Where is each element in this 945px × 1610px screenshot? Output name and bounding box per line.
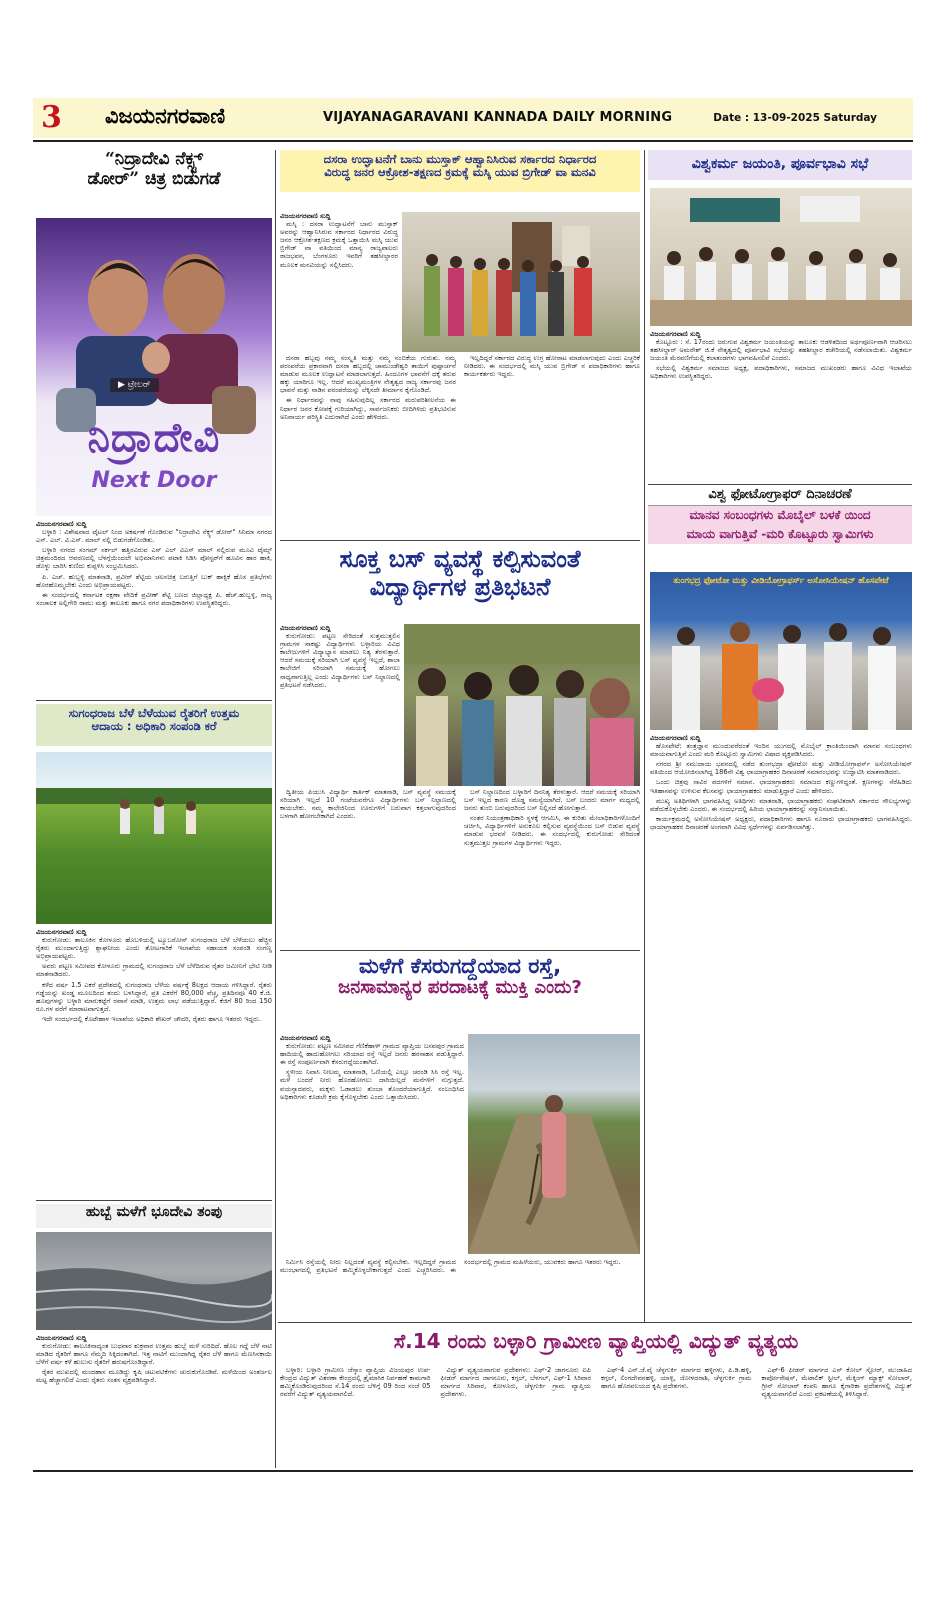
sugandha-body	[36, 928, 272, 1196]
photography-headline-line-1: ವಿಶ್ವ ಫೋಟೋಗ್ರಾಫರ್ ದಿನಾಚರಣೆ	[648, 488, 912, 506]
dasara-photo-details	[402, 212, 640, 352]
film-paragraph: ಈ ಸಂದರ್ಭದಲ್ಲಿ ಕರ್ನಾಟಕ ರಕ್ಷಣಾ ವೇದಿಕೆ ಪ್ರವೀಣ್ ಶೆಟ್ಟಿ ಬಣದ ಜಿಲ್ಲಾಧ್ಯಕ್ಷ ಪಿ. ಹೆಚ್.ಹುಬ್ಬಳ್ಳಿ, ರಾಜ್ಯ ಸಂಚಾಲಕ ಅಲ್ಲಿಗೇರಿ ರಾಮು ಮತ್ತು ತಾಲೂಕು ಹಾಗೂ ನಗರ ಪದಾಧಿಕಾರಿಗಳು ಉಪಸ್ಥಿತರಿದ್ದರು.	[36, 590, 272, 607]
photography-event-photo	[650, 572, 912, 730]
power-headline: ಸೆ.14 ರಂದು ಬಳ್ಳಾರಿ ಗ್ರಾಮೀಣ ವ್ಯಾಪ್ತಿಯಲ್ಲಿ ವಿದ್ಯುತ್ ವ್ಯತ್ಯಯ	[393, 1329, 799, 1353]
sugandha-headline-line-1: ಸುಗಂಧರಾಜ ಬೆಳೆ ಬೆಳೆಯುವ ರೈತರಿಗೆ ಉತ್ತಮ	[68, 706, 240, 720]
vishwakarma-paragraph: ಕೊಟ್ಟೂರು : ಸೆ. 17ರಂದು ಜರುಗುವ ವಿಶ್ವಕರ್ಮ ಜಯಂತಿಯನ್ನು ತಾಲೂಕು ಆಡಳಿತದಿಂದ ಅರ್ಥಪೂರ್ಣವಾಗಿ ಆಚರಿಸಲು ತಹಸೀಲ್ದಾರ್ ಅಮರೇಶ್ ಜಿ.ಕೆ ನೇತೃತ್ವದಲ್ಲಿ ಪೂರ್ವಭಾವಿ ಸಭೆಯನ್ನು ತಹಶೀಲ್ದಾರ ಕಚೇರಿಯಲ್ಲಿ ನಡೆಸಲಾಯಿತು. ವಿಶ್ವಕರ್ಮ ಜಯಂತಿ ಮೆರವಣಿಗೆಯಲ್ಲಿ ಕಲಾತಂಡಗಳು ಭಾಗವಹಿಸಲಿವೆ ಎಂದರು.	[650, 338, 912, 363]
road-paragraph: ನಿರ್ಮಿಸಿ ರಸ್ತೆಯಲ್ಲಿ ನೀರು ನಿಲ್ಲದಂತೆ ವ್ಯವಸ್ಥೆ ಕಲ್ಪಿಸಬೇಕು. ಇಲ್ಲದಿದ್ದರೆ ಗ್ರಾಮದ ಮುಂಭಾಗದಲ್ಲಿ ಪ್ರತಿಭಟನೆ ಹಮ್ಮಿಕೊಳ್ಳಬೇಕಾಗುತ್ತದೆ ಎಂದು ಎಚ್ಚರಿಸಿದರು. ಈ ಸಂದರ್ಭದಲ್ಲಿ ಗ್ರಾಮದ ಮಹಿಳೆಯರು, ಯುವಕರು ಹಾಗೂ ಇತರರು ಇದ್ದರು.	[280, 1258, 621, 1275]
photography-paragraph: ಮುಖ್ಯ ಅತಿಥಿಗಳಾಗಿ ಭಾಗವಹಿಸಿದ್ದ ಅತಿಥಿಗಳು ಮಾತನಾಡಿ, ಛಾಯಾಗ್ರಾಹಕರು ಸಂಘಟಿತರಾಗಿ ಸರ್ಕಾರದ ಸೌಲಭ್ಯಗಳನ್ನು ಪಡೆದುಕೊಳ್ಳಬೇಕು ಎಂದರು. ಈ ಸಂದರ್ಭದಲ್ಲಿ ಹಿರಿಯ ಛಾಯಾಗ್ರಾಹಕರನ್ನು ಸನ್ಮಾನಿಸಲಾಯಿತು.	[650, 796, 912, 813]
dasara-body-part-3	[464, 354, 640, 536]
photography-headline-line-3: ಮಾಯ ವಾಗುತ್ತಿವೆ -ಮರಿ ಕೊಟ್ಟೂರು ಸ್ವಾಮಿಗಳು	[648, 526, 912, 544]
dasara-body-part-2	[280, 354, 456, 536]
power-body	[280, 1366, 912, 1466]
tuberose-field-photo	[36, 752, 272, 924]
dasara-body-part-1	[280, 212, 398, 352]
poster-title: ನಿದ್ರಾದೇವಿ	[87, 414, 221, 461]
trailer-button[interactable]: ▶ ಟ್ರೇಲರ್	[110, 378, 159, 392]
bus-body-part-1	[280, 624, 400, 786]
photography-headline	[648, 488, 912, 566]
film-headline	[36, 150, 272, 208]
dasara-paragraph: ಈ ನಿರ್ಧಾರವನ್ನು ನಾವು ಸಹಿಸುವುದಿಲ್ಲ ಸರ್ಕಾರದ ಮರುಪರಿಶೀಲನೆಯ ಈ ನಿರ್ಧಾರ ಜನರ ಕೋಪಕ್ಕೆ ಗುರಿಯಾಗಿದ್ದು, ಸಾರ್ವಜನಿಕರು ಬೀದಿಗಿಳಿದು ಪ್ರತಿಭಟಿಸುವ ಅನಿವಾರ್ಯ ಪರಿಸ್ಥಿತಿ ಎದುರಾಗಿದೆ ಎಂದು ಹೇಳಿದರು.	[280, 396, 456, 421]
meeting-photo-details	[650, 188, 912, 326]
road-headline	[280, 954, 640, 1020]
film-poster-image	[36, 218, 272, 516]
film-headline-line-2: ಡೋರ್” ಚಿತ್ರ ಬಿಡುಗಡೆ	[87, 168, 221, 189]
dasara-byline: ವಿಜಯನಗರವಾಣಿ ಸುದ್ದಿ	[280, 212, 331, 220]
students-protest-photo	[404, 624, 640, 786]
sugandha-paragraph: ಅವರು ಪಟ್ಟಣ ಸಮೀಪದ ಕೋಳೂರು ಗ್ರಾಮದಲ್ಲಿ ಸುಗಂಧರಾಜ ಬೆಳೆ ಬೆಳೆದಿರುವ ರೈತರ ಜಮೀನಿಗೆ ಭೇಟಿ ನೀಡಿ ಮಾತನಾಡಿದರು.	[36, 962, 272, 979]
page-number: 3	[41, 100, 62, 135]
road-body-part-2	[280, 1258, 640, 1318]
newspaper-title-kannada: ವಿಜಯನಗರವಾಣಿ	[105, 104, 226, 128]
article-separator	[36, 700, 272, 701]
hubbe-body	[36, 1334, 272, 1464]
hubbe-headline: ಹುಬ್ಬೆ ಮಳೆಗೆ ಭೂದೇವಿ ತಂಪು	[36, 1204, 272, 1228]
article-separator	[648, 484, 912, 485]
dasara-memorandum-photo	[402, 212, 640, 352]
bus-body-part-3	[464, 788, 640, 946]
dasara-headline-line-2: ವಿರುದ್ಧ ಜನರ ಆಕ್ರೋಶ-ತಕ್ಷಣದ ಕ್ರಮಕ್ಕೆ ಮಸ್ಕಿ ಯುವ ಬ್ರಿಗೇಡ್ ವಾ ಮನವಿ	[324, 165, 596, 180]
photography-paragraph: ಕಾರ್ಯಕ್ರಮದಲ್ಲಿ ಅಸೋಸಿಯೇಷನ್ ಅಧ್ಯಕ್ಷರು, ಪದಾಧಿಕಾರಿಗಳು ಹಾಗೂ ನೂರಾರು ಛಾಯಾಗ್ರಾಹಕರು ಭಾಗವಹಿಸಿದ್ದರು. ಛಾಯಾಗ್ರಾಹಕರ ದಿನಾಚರಣೆ ಅಂಗವಾಗಿ ವಿವಿಧ ಸ್ಪರ್ಧೆಗಳನ್ನು ಏರ್ಪಡಿಸಲಾಗಿತ್ತು.	[650, 814, 912, 831]
article-separator	[280, 950, 640, 951]
dasara-headline-line-1: ದಸರಾ ಉದ್ಘಾಟನೆಗೆ ಬಾನು ಮುಸ್ತಾಕ್ ಆಹ್ವಾನಿಸಿರುವ ಸರ್ಕಾರದ ನಿರ್ಧಾರದ	[323, 152, 597, 166]
article-separator	[36, 1200, 272, 1201]
bus-paragraph: ನಂತರ ನಿಯಂತ್ರಣಾಧಿಕಾರಿ ಸ್ಥಳಕ್ಕೆ ಆಗಮಿಸಿ, ಈ ಕುರಿತು ಮೇಲಾಧಿಕಾರಿಗಳೊಂದಿಗೆ ಚರ್ಚಿಸಿ, ವಿದ್ಯಾರ್ಥಿಗಳಿಗೆ ಅನುಕೂಲ ಕಲ್ಪಿಸುವ ವ್ಯವಸ್ಥೆಯಿಂದ ಬಸ್ ಬಿಡುವ ವ್ಯವಸ್ಥೆ ಮಾಡುವ ಭರವಸೆ ನೀಡಿದರು. ಈ ಸಂದರ್ಭದಲ್ಲಿ ಕುರುಗೋಡು ಸೇರಿದಂತೆ ಸುತ್ತಮುತ್ತಲ ಗ್ರಾಮಗಳ ವಿದ್ಯಾರ್ಥಿಗಳು ಇದ್ದರು.	[464, 814, 640, 847]
dasara-headline	[280, 150, 640, 192]
dasara-paragraph: ಮಸ್ಕಿ : ದಸರಾ ಉದ್ಘಾಟನೆಗೆ ಬಾನು ಮುಸ್ತಾಕ್ ಅವರನ್ನು ಆಹ್ವಾನಿಸಿರುವ ಸರ್ಕಾರದ ನಿರ್ಧಾರದ ವಿರುದ್ಧ ಜನರ ಆಕ್ರೋಶ-ತಕ್ಷಣದ ಕ್ರಮಕ್ಕೆ ಒತ್ತಾಯಿಸಿ ಮಸ್ಕಿ ಯುವ ಬ್ರಿಗೇಡ್ ವಾ ವತಿಯಿಂದ ಮಾನ್ಯ ರಾಜ್ಯಪಾಲರು ರಾಜಭವನ, ಬೆಂಗಳೂರು ಇವರಿಗೆ ತಹಸೀಲ್ದಾರರ ಮೂಲಕ ಮನವಿಯನ್ನು ಸಲ್ಲಿಸಿದರು.	[280, 220, 398, 269]
film-paragraph: ಬಳ್ಳಾರಿ : ವಿಶೇಷವಾದ ಟೈಟಲ್ ನಿಂದ ಅಕರ್ಷಣೆ ಗೊಂಡಿರುವ "ನಿದ್ರಾದೇವಿ ನೆಕ್ಸ್ಟ್ ಡೋರ್" ಸಿನಿಮಾ ನಗರದ ಎಸ್. ಎಲ್. ವಿ.ಎಸ್. ಮಾಲ್ ನಲ್ಲಿ ಬಿಡುಗಡೆಗೊಂಡಿತು.	[36, 528, 272, 545]
bus-paragraph: ಕುರುಗೋಡು: ಪಟ್ಟಣ ಸೇರಿದಂತೆ ಸುತ್ತಮುತ್ತಲಿನ ಗ್ರಾಮಗಳ ಸಾಕಷ್ಟು ವಿದ್ಯಾರ್ಥಿಗಳು ಬಳ್ಳಾರಿಯ ವಿವಿಧ ಕಾಲೇಜುಗಳಿಗೆ ವಿದ್ಯಾಭ್ಯಾಸ ಮಾಡಲು ನಿತ್ಯ ತೆರಳುತ್ತಾರೆ. ಆದರೆ ಸಮಯಕ್ಕೆ ಸರಿಯಾಗಿ ಬಸ್ ವ್ಯವಸ್ಥೆ ಇಲ್ಲದೆ, ಶಾಲಾ ಕಾಲೇಜಿಗೆ ಸರಿಯಾಗಿ ಸಮಯಕ್ಕೆ ಹೋಗಲು ಸಾಧ್ಯವಾಗುತ್ತಿಲ್ಲ ಎಂದು ವಿದ್ಯಾರ್ಥಿಗಳು ಬಸ್ ನಿಲ್ದಾಣದಲ್ಲಿ ಪ್ರತಿಭಟನೆ ನಡೆಸಿದರು.	[280, 632, 400, 689]
sugandha-paragraph: ಇದೇ ಸಂದರ್ಭದಲ್ಲಿ ಕೊಟೇಹಾಳ ಇಲಾಖೆಯ ಅಧಿಕಾರಿ ಶೇಖರ್ ಚೌದರಿ, ರೈತರು ಹಾಗೂ ಇತರರು ಇದ್ದರು.	[42, 1014, 261, 1023]
masthead	[33, 98, 913, 138]
road-paragraph: ಕುರುಗೋಡು: ಪಟ್ಟಣ ಸಮೀಪದ ಗೆಣಿಕೆಹಾಳ್ ಗ್ರಾಮದ ವ್ಯಾಪ್ತಿಯ ಬಸವಪುರ ಗ್ರಾಮದ ಹಾದಿಯಲ್ಲಿ ಹಾದುಹೋಗಲು ಸರಿಯಾದ ರಸ್ತೆ ಇಲ್ಲದೆ ಜನರು ಹರಸಾಹಸ ಪಡುತ್ತಿದ್ದಾರೆ. ಈ ರಸ್ತೆ ಸಂಪೂರ್ಣವಾಗಿ ಕೆಸರುಗದ್ದೆಯಂತಾಗಿದೆ.	[280, 1042, 464, 1067]
photography-headline-line-2: ಮಾನವ ಸಂಬಂಧಗಳು ಮೊಬೈಲ್ ಬಳಕೆ ಯಿಂದ	[648, 506, 912, 526]
field-details	[36, 752, 272, 924]
power-paragraph: ಬಳ್ಳಾರಿ: ಬಳ್ಳಾರಿ ಗ್ರಾಮೀಣ ಜೆಸ್ಕಾಂ ವ್ಯಾಪ್ತಿಯ ವಿಜಯಪುರ ಉಪ-ಕೇಂದ್ರದ ವಿದ್ಯುತ್ ವಿತರಣಾ ಕೇಂದ್ರದಲ್ಲಿ ತ್ರೈಮಾಸಿಕ ನಿರ್ವಹಣೆ ಕಾಮಗಾರಿ ಹಮ್ಮಿಕೊಂಡಿರುವುದರಿಂದ ಸೆ.14 ರಂದು ಬೆಳಿಗ್ಗೆ 09 ರಿಂದ ಸಂಜೆ 05 ರವರೆಗೆ ವಿದ್ಯುತ್ ವ್ಯತ್ಯಯವಾಗಲಿದೆ.	[280, 1366, 431, 1399]
bus-byline: ವಿಜಯನಗರವಾಣಿ ಸುದ್ದಿ	[280, 624, 331, 632]
poster-subtitle: Next Door	[91, 468, 217, 493]
article-separator	[280, 540, 640, 541]
power-paragraph: ಎಫ್-6 ಫೀಡರ್ ಮಾರ್ಗದ ಎಸ್ ಕೋಲ್ ಸ್ಟೋರ್, ಮುಜಾಹಿದ ಕಾರ್ಪೋರೇಷನ್, ಮೆಟಾಲಿಕ್ ಸ್ಟೀಲ್, ಮೆಕ್ಕಿಂಗ್ ಮ್ಯಾಕ್ಸ್ ಸೋಲಾರ್, ಗ್ರೀನ್ ಸೋಲಾರ್ ಕಂಪನಿ ಹಾಗೂ ಕೈಗಾರಿಕಾ ಪ್ರದೇಶಗಳಲ್ಲಿ ವಿದ್ಯುತ್ ವ್ಯತ್ಯಯವಾಗಲಿದೆ ಎಂದು ಪ್ರಕಟಣೆಯಲ್ಲಿ ತಿಳಿಸಿದ್ದಾರೆ.	[761, 1366, 912, 1399]
column-divider	[644, 150, 645, 1322]
hubbe-paragraph: ರೈತರ ಮುಖದಲ್ಲಿ ಮಂದಹಾಸ ಮೂಡಿದ್ದು ಕೃಷಿ ಚಟುವಟಿಕೆಗಳು ಚುರುಕುಗೊಂಡಿವೆ. ಮಳೆಯಿಂದ ಅಂತರ್ಜಲ ಮಟ್ಟ ಹೆಚ್ಚಾಗಲಿದೆ ಎಂದು ರೈತರು ಸಂತಸ ವ್ಯಕ್ತಪಡಿಸಿದ್ದಾರೆ.	[36, 1368, 272, 1385]
photography-paragraph: ಹೊಸಪೇಟೆ: ತಂತ್ರಜ್ಞಾನ ಮುಂದುವರೆದಂತೆ ಇಂದಿನ ಯುಗದಲ್ಲಿ ಮೊಬೈಲ್ ಕ್ರಾಂತಿಯಿಂದಾಗಿ ಮಾನವ ಸಂಬಂಧಗಳು ಮಾಯವಾಗುತ್ತಿವೆ ಎಂದು ಮರಿ ಕೊಟ್ಟೂರು ಸ್ವಾಮಿಗಳು ವಿಷಾದ ವ್ಯಕ್ತಪಡಿಸಿದರು.	[650, 742, 912, 759]
dasara-paragraph: ದಸರಾ ಹಬ್ಬವು ನಮ್ಮ ಸಂಸ್ಕೃತಿ ಮತ್ತು ನಮ್ಮ ನಂಬಿಕೆಯ ಗುರುತು. ನಮ್ಮ ಪರಂಪರೆಯ ಪ್ರಕಾರವಾಗಿ ದಸರಾ ಹಬ್ಬದಲ್ಲಿ ಚಾಮುಂಡೇಶ್ವರಿ ತಾಯಿಗೆ ಪುಷ್ಪಾರ್ಚನೆ ಮಾಡುವ ಮೂಲಕ ಉದ್ಘಾಟನೆ ಮಾಡಲಾಗುತ್ತದೆ. ಹಿಂದೂಗಳ ಭಾವನೆಗೆ ಧಕ್ಕೆ ತರುವ ಹಕ್ಕು ಯಾರಿಗೂ ಇಲ್ಲ. ಆದರೆ ಮುಖ್ಯಮಂತ್ರಿಗಳ ನೇತೃತ್ವದ ರಾಜ್ಯ ಸರ್ಕಾರವು ಜನರ ಭಾವನೆ ಮತ್ತು ನಾಡಿನ ಪರಂಪರೆಯನ್ನು ಲೆಕ್ಕಿಸದೇ ತೀರ್ಮಾನ ಕೈಗೊಂಡಿದೆ.	[280, 354, 456, 395]
rain-field-details	[36, 1232, 272, 1330]
bus-paragraph: ದ್ವಿತೀಯ ಪಿಯುಸಿ ವಿದ್ಯಾರ್ಥಿ ಕಾರ್ತಿಕ್ ಮಾತನಾಡಿ, ಬಸ್ ವ್ಯವಸ್ಥೆ ಸಮಯಕ್ಕೆ ಸರಿಯಾಗಿ ಇಲ್ಲದೆ 10 ಗಂಟೆಯವರೆಗೂ ವಿದ್ಯಾರ್ಥಿಗಳು ಬಸ್ ನಿಲ್ದಾಣದಲ್ಲಿ ಕಾಯಬೇಕು. ನಮ್ಮ ಕಾಲೇಜಿನಿಂದ ಊರುಗಳಿಗೆ ಬರುವಾಗ ಕತ್ತಲಾಗುವುದರಿಂದ ಬಳಗಾಗಿ ಹೋಗಬೇಕಾಗಿದೆ ಎಂದರು.	[280, 788, 456, 821]
vishwakarma-paragraph: ಸಭೆಯಲ್ಲಿ ವಿಶ್ವಕರ್ಮ ಸಮಾಜದ ಅಧ್ಯಕ್ಷ, ಪದಾಧಿಕಾರಿಗಳು, ಸಮಾಜದ ಮುಖಂಡರು ಹಾಗೂ ವಿವಿಧ ಇಲಾಖೆಯ ಅಧಿಕಾರಿಗಳು ಉಪಸ್ಥಿತರಿದ್ದರು.	[650, 364, 912, 381]
bus-paragraph: ಬಸ್ ನಿಲ್ದಾಣದಿಂದ ಬಳ್ಳಾರಿಗೆ ದಿನನಿತ್ಯ ತೆರಳುತ್ತಾರೆ. ಆದರೆ ಸಮಯಕ್ಕೆ ಸರಿಯಾಗಿ ಬಸ್ ಇಲ್ಲದ ಕಾರಣ ದೊಡ್ಡ ಸಮಸ್ಯೆಯಾಗಿದೆ. ಬಸ್ ಬಂದರು ಮಾರ್ಗ ಮಧ್ಯದಲ್ಲಿ ಜನರು ತುಂಬಿ ಬರುವುದರಿಂದ ಬಸ್ ನಿಲ್ಲಿಸದೆ ಹೋಗುತ್ತಾರೆ.	[464, 788, 640, 813]
vishwakarma-body	[650, 330, 912, 480]
bus-headline-line-1: ಸೂಕ್ತ ಬಸ್ ವ್ಯವಸ್ಥೆ ಕಲ್ಪಿಸುವಂತೆ	[339, 546, 581, 573]
sugandha-paragraph: ಕುರುಗೋಡು: ತಾಲೂಕಿನ ಕೋಳೂರು ಹೊಬಳಿಯಲ್ಲಿ ಟ್ಯೂಬರೋಸ್ ಸುಗಂಧರಾಜ ಬೆಳೆ ಬೆಳೆಯಲು ಹೆಚ್ಚಿನ ರೈತರು ಮುಂದಾಗುತ್ತಿದ್ದು ಶ್ಲಾಘನೀಯ ಎಂದು ತೋಟಗಾರಿಕೆ ಇಲಾಖೆಯ ಸಹಾಯಕ ಸಂಪಂಡಿ ಸಂಗಣ್ಣ ಅಭಿಪ್ರಾಯಪಟ್ಟರು.	[36, 936, 272, 961]
photography-paragraph: ನಗರದ ಶ್ರೀ ಸಮುದಾಯ ಭವನದಲ್ಲಿ ನಡೆದ ತುಂಗಭದ್ರಾ ಫೋಟೋ ಮತ್ತು ವೀಡಿಯೋಗ್ರಾಫರ್ಸ್ ಅಸೋಸಿಯೇಷನ್ ವತಿಯಿಂದ ಆಯೋಜಿಸಲಾಗಿದ್ದ 186ನೇ ವಿಶ್ವ ಛಾಯಾಗ್ರಾಹಕರ ದಿನಾಚರಣೆ ಸಮಾರಂಭವನ್ನು ಉದ್ಘಾಟಿಸಿ ಮಾತನಾಡಿದರು.	[650, 760, 912, 777]
muddy-road-photo	[468, 1034, 640, 1254]
road-photo-details	[468, 1034, 640, 1254]
hubbe-byline: ವಿಜಯನಗರವಾಣಿ ಸುದ್ದಿ	[36, 1334, 87, 1342]
power-paragraph: ವಿದ್ಯುತ್ ವ್ಯತ್ಯಯವಾಗುವ ಪ್ರದೇಶಗಳು: ಎಫ್-2 ಜಾಗನೂರು ಐಪಿ ಫೀಡರ್ ಮಾರ್ಗದ ಜಾಗನೂರು, ಕಗ್ಗಲ್, ಬೆಳಗಲ್, ಎಫ್-1 ಸಿರಿವಾರ ಮಾರ್ಗದ ಸಿರಿವಾರ, ಕೋಳೂರು, ಚೆಳ್ಳಗುರ್ಕಿ ಗ್ರಾಮ ವ್ಯಾಪ್ತಿಯ ಪ್ರದೇಶಗಳು.	[440, 1366, 591, 1399]
newspaper-title-english: VIJAYANAGARAVANI KANNADA DAILY MORNING	[323, 110, 673, 125]
sugandha-headline-line-2: ಆದಾಯ : ಅಧಿಕಾರಿ ಸಂಪಂಡಿ ಕರೆ	[91, 719, 217, 734]
film-paragraph: ಪಿ. ಎಚ್. ಹುಬ್ಬಳ್ಳಿ ಮಾತನಾಡಿ, ಪ್ರವೀರ್ ಶೆಟ್ಟಿಯ ಚಲನಚಿತ್ರ ಬರುತ್ತಿಗೆ ಬುಕ್ ಹಾಕ್ಸಿಕೆ ಹೊಸ ಪ್ರತಿಭೆಗಳು ಹೊರಹೊಮ್ಮಬೇಕು ಎಂದು ಅಭಿಪ್ರಾಯಪಟ್ಟರು.	[36, 572, 272, 589]
film-paragraph: ಬಳ್ಳಾರಿ ನಗರದ ಸಂಗಮ್ ಸರ್ಕಲ್ ಹತ್ತಿರವಿರುವ ಎಸ್ ಎಲ್ ವಿಎಸ್ ಮಾಲ್ ನಲ್ಲಿರುವ ಮೂವಿ ಟೈಮ್ಸ್ ಚಿತ್ರಮಂದಿರದ ಆವರಣದಲ್ಲಿ ಬೆಳಗ್ಗೆಯಿಂದಲೇ ಅಭಿಮಾನಿಗಳು ಪಟಾಕಿ ಸಿಡಿಸಿ ಪೋಸ್ಟರ್‌ಗೆ ಹೂವಿನ ಹಾರ ಹಾಕಿ, ಡೊಳ್ಳು ಬಾರಿಸಿ ಕುಣಿದು ಕುಪ್ಪಳಿಸಿ ಸಂಭ್ರಮಿಸಿದರು.	[36, 546, 272, 571]
road-byline: ವಿಜಯನಗರವಾಣಿ ಸುದ್ದಿ	[280, 1034, 331, 1042]
road-body-part-1	[280, 1034, 464, 1254]
power-paragraph: ಎಫ್-4 ಎನ್.ಜೆ.ವೈ ಚೆಳ್ಳಗುರ್ಕಿ ಮಾರ್ಗದ ಹಳ್ಳಿಗಳು, ಪಿ.ಡಿ.ಹಳ್ಳಿ, ಕಗ್ಗಲ್, ಲಿಂಗದೇವನಹಳ್ಳಿ, ಯಾಳ್ಪಿ, ಜೋಳದರಾಶಿ, ಚೆಳ್ಳಗುರ್ಕಿ ಗ್ರಾಮ ಹಾಗೂ ಹೊರವಲಯದ ಕೃಷಿ ಪ್ರದೇಶಗಳು.	[601, 1366, 752, 1391]
road-headline-line-1: ಮಳೆಗೆ ಕೆಸರುಗದ್ದೆಯಾದ ರಸ್ತೆ,	[358, 954, 562, 978]
photography-byline: ವಿಜಯನಗರವಾಣಿ ಸುದ್ದಿ	[650, 734, 701, 742]
hubbe-paragraph: ಕುರುಗೋಡು: ತಾಲೂಕಿನಾದ್ಯಂತ ಬುಧವಾರ ಶುಕ್ರವಾರ ಉತ್ತಮ ಹುಬ್ಬೆ ಮಳೆ ಸುರಿದಿದೆ. ಹೊಲ ಗದ್ದೆ ಬೆಳೆ ನಾಟಿ ಮಾಡಿದ ರೈತರಿಗೆ ಹಾಗೂ ನೆಮ್ಮದಿ ಸಿಕ್ಕಿದಂತಾಗಿದೆ. ಇತ್ತ ನಾಟಿಗೆ ಮುಂದಾಗಿದ್ದ ರೈತರ ಬೆಳೆ ಹಾಗೂ ಮೆಣಸಿನಕಾಯಿ ಬೆಳೆಗೆ ವರ್ಷ ಕಳೆ ಹುಲುಸು ರೈತರಿಗೆ ಹರುಷಗೊಂಡಿದ್ದಾರೆ.	[36, 1342, 272, 1367]
meeting-hall-photo	[650, 188, 912, 326]
film-body	[36, 520, 272, 696]
photography-body	[650, 734, 912, 1318]
bus-headline-line-2: ವಿದ್ಯಾರ್ಥಿಗಳ ಪ್ರತಿಭಟನೆ	[369, 572, 551, 601]
sugandha-paragraph: ಕಳೆದ ವರ್ಷ 1.5 ಎಕರೆ ಪ್ರದೇಶದಲ್ಲಿ ಸುಗಂಧರಾಜ ಬೆಳೆಯ ವರ್ಷಕ್ಕೆ 8ಲಕ್ಷದ ಆದಾಯ ಗಳಿಸಿದ್ದಾರೆ. ರೈತರು ಗಡ್ಡೆಯನ್ನು ಖಂಡ್ಡ ಮೂಲದಿಂದ ತಂದು ಬಳಸಿದ್ದಾರೆ, ಪ್ರತಿ ಎಕರೆಗೆ 80,000 ವೆಚ್ಚ, ಪ್ರತಿದಿನವೂ 40 ಕೆ.ಜಿ. ಹೂವುಗಳನ್ನು ಬಳ್ಳಾರಿ ಮಾರುಕಟ್ಟೆಗೆ ರವಾನೆ ಮಾಡಿ, ಉತ್ತಮ ಲಾಭ ಪಡೆಯುತ್ತಿದ್ದಾರೆ. ಕೆಜಿಗೆ 80 ರಿಂದ 150 ರೂ.ಗಳ ವರೆಗೆ ಮಾರಾಟವಾಗುತ್ತದೆ.	[36, 980, 272, 1013]
film-byline: ವಿಜಯನಗರವಾಣಿ ಸುದ್ದಿ	[36, 520, 87, 528]
vishwakarma-headline: ವಿಶ್ವಕರ್ಮ ಜಯಂತಿ, ಪೂರ್ವಭಾವಿ ಸಭೆ	[648, 150, 912, 180]
sugandha-headline	[36, 704, 272, 746]
protest-photo-details	[404, 624, 640, 786]
column-divider	[275, 150, 276, 1468]
film-headline-line-1: “ನಿದ್ರಾದೇವಿ ನೆಕ್ಸ್ಟ್	[104, 150, 204, 169]
issue-date: Date : 13-09-2025 Saturday	[713, 112, 877, 124]
rain-field-photo	[36, 1232, 272, 1330]
masthead-rule	[33, 140, 913, 142]
photography-paragraph: ಒಂದು ಚಿತ್ರವು ಸಾವಿರ ಪದಗಳಿಗೆ ಸಮಾನ. ಛಾಯಾಗ್ರಾಹಕರು ಸಮಾಜದ ಕಣ್ಣುಗಳಿದ್ದಂತೆ. ಕ್ಷಣಗಳನ್ನು ಸೆರೆಹಿಡಿದು ಇತಿಹಾಸವನ್ನು ಉಳಿಸುವ ಕೆಲಸವನ್ನು ಛಾಯಾಗ್ರಾಹಕರು ಮಾಡುತ್ತಿದ್ದಾರೆ ಎಂದು ಹೇಳಿದರು.	[650, 778, 912, 795]
road-paragraph: ಸ್ಥಳೀಯ ನಿವಾಸಿ ನೀಲಮ್ಮ ಮಾತನಾಡಿ, ಓಣಿಯಲ್ಲಿ ಎಲ್ಲೂ ಚರಂಡಿ ಸಿಸಿ ರಸ್ತೆ ಇಲ್ಲ. ಮಳೆ ಬಂದರೆ ನೀರು ಹೊರಹೋಗಲು ದಾರಿಯಿಲ್ಲದೆ ಮನೆಗಳಿಗೆ ನುಗ್ಗುತ್ತದೆ. ವಯಸ್ಸಾದವರು, ಮಕ್ಕಳು ಓಡಾಡಲು ತುಂಬಾ ತೊಂದರೆಯಾಗುತ್ತಿದೆ. ಸಂಬಂಧಿಸಿದ ಅಧಿಕಾರಿಗಳು ಕೂಡಲೇ ಕ್ರಮ ಕೈಗೊಳ್ಳಬೇಕು ಎಂದು ಒತ್ತಾಯಿಸಿದರು.	[280, 1068, 464, 1101]
vishwakarma-byline: ವಿಜಯನಗರವಾಣಿ ಸುದ್ದಿ	[650, 330, 701, 338]
dasara-paragraph: ಇಲ್ಲದಿದ್ದರೆ ಸರ್ಕಾರದ ವಿರುದ್ಧ ಉಗ್ರ ಹೋರಾಟ ಮಾಡಲಾಗುವುದು ಎಂದು ಎಚ್ಚರಿಕೆ ನೀಡಿದರು. ಈ ಸಂದರ್ಭದಲ್ಲಿ ಮಸ್ಕಿ ಯುವ ಬ್ರಿಗೇಡ್ ನ ಪದಾಧಿಕಾರಿಗಳು ಹಾಗೂ ಕಾರ್ಯಕರ್ತರು ಇದ್ದರು.	[464, 354, 640, 379]
sugandha-byline: ವಿಜಯನಗರವಾಣಿ ಸುದ್ದಿ	[36, 928, 87, 936]
event-banner: ತುಂಗಭದ್ರ ಫೋಟೋ ಮತ್ತು ವೀಡಿಯೋಗ್ರಾಫರ್ಸ್ ಅಸೋಸಿಯೇಷನ್ ಹೊಸಪೇಟೆ	[673, 576, 889, 586]
article-separator	[278, 1322, 912, 1323]
road-headline-line-2: ಜನಸಾಮಾನ್ಯರ ಪರದಾಟಕ್ಕೆ ಮುಕ್ತಿ ಎಂದು?	[338, 977, 582, 999]
page-bottom-rule	[33, 1470, 913, 1472]
bus-headline	[280, 546, 640, 616]
photography-photo-details	[650, 572, 912, 730]
bus-body-part-2	[280, 788, 456, 946]
